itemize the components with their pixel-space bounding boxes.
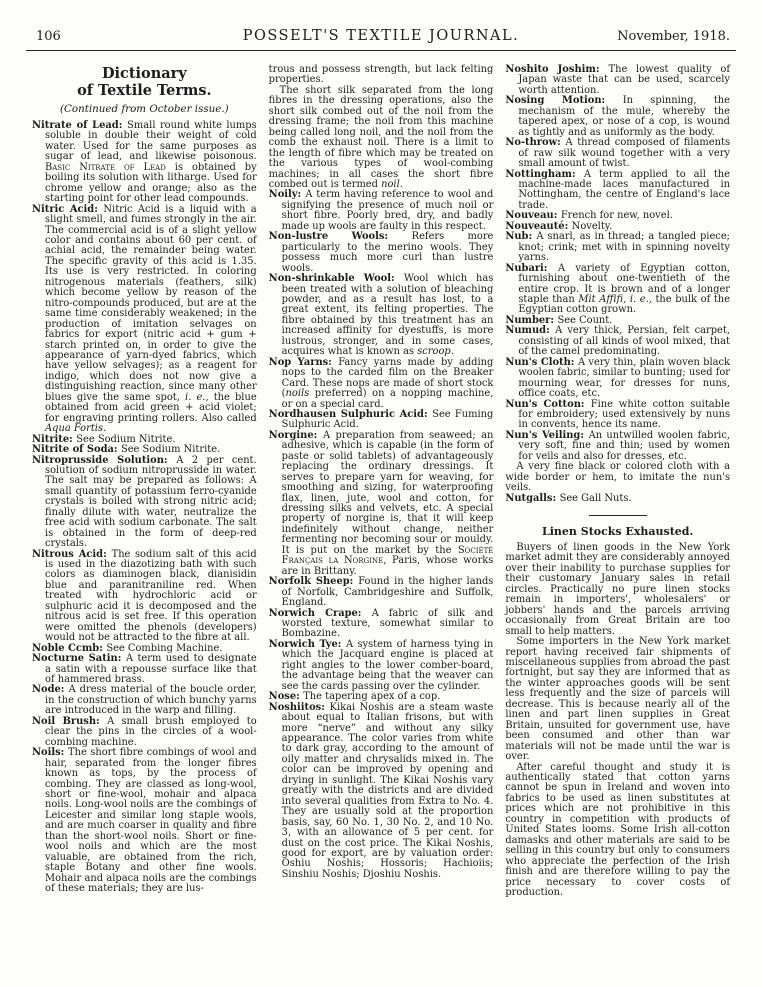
dictionary-entry: Norfolk Sheep: Found in the higher lands of Norfolk, Cambridgeshire and Suffolk, England. bbox=[268, 576, 494, 609]
entry-term: No-throw: bbox=[505, 137, 566, 149]
dictionary-entry: Nitrous Acid: The sodium salt of this acid is used in the diazotizing bath with such colors as diaminogen black, dianisidin blue and paranitraniline red. When treated with hydrochloric acid or sulphuric acid it is decomposed and the nitrous acid is set free. If this operation were omitted the phenols (developers) would not be attracted to the fibre at all. bbox=[32, 548, 257, 644]
paragraph: trous and possess strength, but lack felting properties. bbox=[268, 64, 494, 86]
entry-term: Nun's Cotton: bbox=[505, 398, 591, 410]
dictionary-entry: Norwich Crape: A fabric of silk and worsted texture, somewhat similar to Bombazine. bbox=[268, 607, 494, 640]
dictionary-entry: Norwich Tye: A system of harness tying in which the Jacquard engine is placed at right angles to the lower comber-board, the advantage being that the weaver can see the cards passing over the cylinder. bbox=[268, 638, 494, 692]
dictionary-entry: Node: A dress material of the boucle order, in the construction of which bunchy yarns are introduced in the warp and filling. bbox=[32, 684, 257, 717]
dictionary-entry: Nub: A snarl, as in thread; a tangled piece; knot; crink; met with in spinning novelty yarns. bbox=[505, 231, 731, 264]
entry-term: Non-lustre Wools: bbox=[268, 231, 412, 243]
dictionary-entry: Nouveauté: Novelty. bbox=[505, 220, 613, 232]
entry-term: Node: bbox=[32, 684, 69, 696]
text-columns bbox=[32, 65, 730, 898]
entry-continuation: A very fine black or colored cloth with a wide border or hem, to imitate the nun's veils. bbox=[505, 461, 731, 494]
section-divider bbox=[589, 515, 647, 516]
paragraph: Buyers of linen goods in the New York market admit they are considerably annoyed over their inability to purchase supplies for their customary January sales in retail circles. Practically no pure linen stocks remain in importers', wholesalers' or jobbers' hands and the parcels arriving occasionally from Great Britain are too small to help matters. bbox=[505, 542, 731, 637]
dictionary-entry: Nosing Motion: In spinning, the mechanism of the mule, whereby the tapered apex, or nose of a cop, is wound as tightly and as uniformly as the body. bbox=[505, 95, 731, 138]
dictionary-entry: Noily: A term having reference to wool and signifying the presence of much noil or short fibre. Poorly bred, dry, and badly made up wools are faulty in this respect. bbox=[268, 189, 494, 232]
entry-term: Nub: bbox=[505, 231, 537, 243]
page-header bbox=[32, 26, 730, 44]
dictionary-entry: Numud: A very thick, Persian, felt carpet, consisting of all kinds of wool mixed, that of the camel predominating. bbox=[505, 325, 731, 358]
entry-term: Noshito Joshim: bbox=[505, 64, 609, 75]
dictionary-entry: Noble Ccmb: See Combing Machine. bbox=[32, 642, 223, 654]
dictionary-entry: Nitrite: See Sodium Nitrite. bbox=[32, 433, 176, 445]
dictionary-subheading: (Continued from October issue.) bbox=[60, 103, 229, 115]
dictionary-entry: Non-lustre Wools: Refers more particularly to the merino wools. They possess much more curl than lustre wools. bbox=[268, 231, 494, 274]
entry-term: Nocturne Satin: bbox=[32, 653, 126, 665]
dictionary-entry: Nitric Acid: Nitric Acid is a liquid with a slight smell, and fumes strongly in the air. The commercial acid is of a slight yellow color and contains about 60 per cent. of achial acid, the remainder being water. The specific gravity of this acid is 1.35. Its use is very restricted. In coloring nitrogenous materials (feathers, silk) which become yellow by reason of the nitro-compounds produced, but are at the same time considerably weakened; in the production of imitation selvages on fabrics for export (nitric acid + gum + starch printed on, in order to give the appearance of yarn-dyed fabrics, which have yellow selvages); as a reagent for indigo, which does not now give a distinguishing reaction, since many other blues give the same spot, i. e., the blue obtained from acid green + acid violet; for engraving printing rollers. Also called Aqua Fortis. bbox=[32, 203, 257, 435]
entry-term: Nouveau: bbox=[505, 210, 561, 222]
journal-title: POSSELT'S TEXTILE JOURNAL. bbox=[242, 28, 520, 44]
column2-lead bbox=[269, 65, 494, 190]
article-title: Linen Stocks Exhausted. bbox=[542, 525, 694, 539]
column-1 bbox=[32, 65, 257, 898]
entry-term: Nouveauté: bbox=[505, 220, 572, 232]
dictionary-entry: Norgine: A preparation from seaweed; an adhesive, which is capable (in the form of paste or solid tablets) of advantageously replacing the ordinary dressings. It serves to prepare yarn for weaving, for smoothing and sizing, for waterproofing flax, linen, jute, wool and cotton, for dressing silks and velvets, etc. A special property of norgine is, that it will keep indefinitely without change, neither fermenting nor becoming sour or mouldy. It is put on the market by the Société Français la Norgine, Paris, whose works are in Brittany. bbox=[268, 429, 494, 577]
dictionary-entry: Nitroprusside Solution: A 2 per cent. solution of sodium nitroprusside in water. The salt may be prepared as follows: A small quantity of potassium ferro-cyanide crystals is boiled with strong nitric acid; finally dilute with water, neutralize the free acid with sodium carbonate. The salt is obtained in the form of deep-red crystals. bbox=[32, 454, 257, 550]
dictionary-heading-line2: of Textile Terms. bbox=[77, 81, 212, 99]
issue-date: November, 1918. bbox=[617, 29, 730, 44]
entry-term: Norgine: bbox=[268, 429, 323, 441]
column1-entries bbox=[32, 121, 257, 895]
entry-term: Noils: bbox=[32, 747, 69, 759]
dictionary-entry: No-throw: A thread composed of filaments of raw silk wound together with a very small amount of twist. bbox=[505, 137, 731, 170]
entry-term: Nop Yarns: bbox=[268, 356, 339, 368]
dictionary-entry: Nun's Veiling: An untwilled woolen fabric, very soft, fine and thin; used by women for veils and also for dresses, etc. bbox=[505, 429, 731, 462]
entry-term: Noble Ccmb: bbox=[32, 642, 107, 654]
entry-term: Norfolk Sheep: bbox=[268, 576, 359, 588]
entry-term: Noily: bbox=[268, 189, 306, 201]
entry-term: Nun's Cloth: bbox=[505, 356, 578, 368]
dictionary-entry: Noshiitos: Kikai Noshis are a steam waste about equal to Italian frisons, but with more “nerve” and without any silky appearance. The color varies from white to dark gray, according to the amount of oily matter and chrysalids mixed in. The color can be improved by opening and drying in sunlight. The Kikai Noshis vary greatly with the districts and are divided into several qualities from Extra to No. 4. They are usually sold at the proportion basis, say, 60 No. 1, 30 No. 2, and 10 No. 3, with an allowance of 5 per cent. for dust on the cost price. The Kikai Noshis, good for export, are by valuation order: Oshiu Noshis; Hossoris; Hachioiis; Sinshiu Noshis; Djoshiu Noshis. bbox=[268, 701, 494, 880]
article-body bbox=[505, 543, 730, 898]
dictionary-entry: Nitrite of Soda: See Sodium Nitrite. bbox=[32, 444, 221, 456]
dictionary-heading bbox=[32, 66, 257, 99]
column-2 bbox=[269, 65, 494, 898]
entry-term: Norwich Tye: bbox=[268, 638, 347, 650]
entry-term: Nitroprusside Solution: bbox=[32, 454, 177, 466]
dictionary-entry: Noil Brush: A small brush employed to clear the pins in the circles of a wool-combing machine. bbox=[32, 715, 257, 748]
paragraph: The short silk separated from the long fibres in the dressing operations, also the short silk combed out of the noil from the dressing frame; the noil from this machine being called long noil, and the noil from the comb the exhaust noil. There is a limit to the length of fibre which may be treated on the various types of wool-combing machines; in all cases the short fibre combed out is termed noil. bbox=[268, 84, 494, 190]
dictionary-entry: Noshito Joshim: The lowest quality of Japan waste that can be used, scarcely worth attention. bbox=[505, 64, 731, 96]
linen-article bbox=[505, 525, 730, 898]
dictionary-entry: Nose: The tapering apex of a cop. bbox=[268, 691, 441, 703]
page-number: 106 bbox=[36, 29, 61, 44]
entry-term: Norwich Crape: bbox=[268, 607, 372, 619]
entry-term: Nitrate of Lead: bbox=[32, 120, 128, 131]
column-3 bbox=[505, 65, 730, 898]
entry-term: Noil Brush: bbox=[32, 715, 108, 727]
dictionary-heading-line1: Dictionary bbox=[101, 65, 187, 82]
dictionary-entry: Nordhausen Sulphuric Acid: See Fuming Sulphuric Acid. bbox=[268, 408, 494, 431]
entry-term: Nitric Acid: bbox=[32, 203, 104, 215]
entry-term: Nottingham: bbox=[505, 168, 584, 180]
dictionary-entry: Number: See Count. bbox=[505, 314, 613, 326]
dictionary-entry: Nouveau: French for new, novel. bbox=[505, 210, 673, 222]
entry-term: Noshiitos: bbox=[268, 701, 330, 713]
dictionary-entry: Nocturne Satin: A term used to designate a satin with a repousse surface like that of hammered brass. bbox=[32, 653, 257, 686]
column3-entries bbox=[505, 65, 730, 504]
entry-term: Nitrite: bbox=[32, 433, 77, 445]
entry-term: Nosing Motion: bbox=[505, 95, 623, 107]
dictionary-entry: Noils: The short fibre combings of wool and hair, separated from the longer fibres known as tops, by the process of combing. They are classed as long-wool, short or fine-wool, mohair and alpaca noils. Long-wool noils are the combings of Leicester and similar long staple wools, and are much coarser in quality and fibre than the short-wool noils. Short or fine-wool noils and which are the most valuable, are obtained from the rich, staple Botany and other fine wools. Mohair and alpaca noils are the combings of these materials; they are lus- bbox=[32, 747, 257, 895]
entry-term: Nitrous Acid: bbox=[32, 548, 112, 560]
dictionary-entry: Nitrate of Lead: Small round white lumps soluble in double their weight of cold water. Used for the same purposes as sugar of lead, and likewise poisonous. Basic Nitrate of Lead is obtained by boiling its solution with litharge. Used for chrome yellow and orange; also as the starting point for other lead compounds. bbox=[32, 120, 257, 205]
entry-term: Numud: bbox=[505, 325, 556, 337]
column2-entries bbox=[269, 190, 494, 880]
entry-term: Non-shrinkable Wool: bbox=[268, 273, 404, 285]
dictionary-entry: Nubari: A variety of Egyptian cotton, furnishing about one-twentieth of the entire crop. It is brown and of a longer staple than Mit Affifi, i. e., the bulk of the Egyptian cotton grown. bbox=[505, 262, 731, 316]
entry-term: Nubari: bbox=[505, 262, 558, 274]
entry-term: Nordhausen Sulphuric Acid: bbox=[268, 408, 433, 420]
entry-term: Nun's Veiling: bbox=[505, 429, 589, 441]
paragraph: Some importers in the New York market report having received fair shipments of miscellaneous supplies from abroad the past fortnight, but say they are informed that as the winter approaches goods will be sent less frequently and the size of parcels will decrease. This is because nearly all of the linen and part linen supplies in Great Britain, unsuited for government use, have been consumed and other than war materials will not be made until the war is over. bbox=[505, 636, 731, 763]
entry-term: Nitrite of Soda: bbox=[32, 444, 121, 456]
dictionary-entry: Nutgalls: See Gall Nuts. bbox=[505, 492, 632, 504]
dictionary-entry: Nop Yarns: Fancy yarns made by adding nops to the carded film on the Breaker Card. These nops are made of short stock (noils preferred) on a nopping machine, or on a special card. bbox=[268, 356, 494, 410]
dictionary-entry: Non-shrinkable Wool: Wool which has been treated with a solution of bleaching powder, and as a result has lost, to a great extent, its felting properties. The fibre obtained by this treatment has an increased affinity for dyestuffs, is more lustrous, stronger, and in some cases, acquires what is known as scroop. bbox=[268, 273, 494, 358]
dictionary-entry: Nun's Cotton: Fine white cotton suitable for embroidery; used extensively by nuns in convents, hence its name. bbox=[505, 398, 731, 431]
dictionary-entry: Nottingham: A term applied to all the machine-made laces manufactured in Nottingham, the centre of England's lace trade. bbox=[505, 168, 731, 211]
entry-term: Number: bbox=[505, 314, 558, 326]
dictionary-entry: Nun's Cloth: A very thin, plain woven black woolen fabric, similar to bunting; used for mourning wear, for dresses for nuns, office coats, etc. bbox=[505, 356, 731, 400]
paragraph: After careful thought and study it is authentically stated that cotton yarns cannot be spun in Ireland and woven into fabrics to be used as linen substitutes at prices which are not prohibitive in this country in competition with products of United States looms. Some Irish all-cotton damasks and other materials are said to be selling in this country but only to consumers who appreciate the perfection of the Irish finish and are therefore willing to pay the price necessary to cover costs of production. bbox=[505, 761, 731, 898]
entry-term: Nose: bbox=[268, 691, 304, 703]
entry-term: Nutgalls: bbox=[505, 492, 560, 504]
header-rule bbox=[26, 50, 736, 51]
